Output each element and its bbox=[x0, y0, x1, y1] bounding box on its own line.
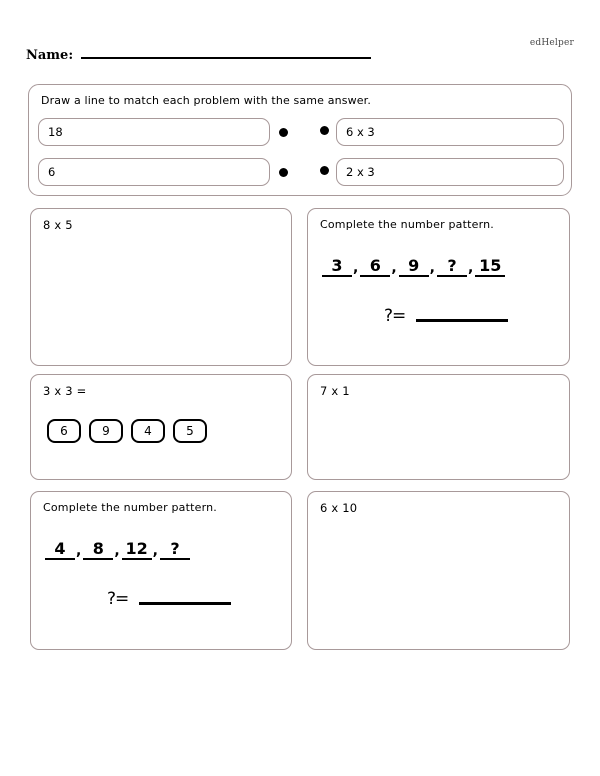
pattern-term[interactable]: 9 bbox=[399, 257, 429, 277]
problem-2-pattern bbox=[322, 257, 505, 277]
matching-left-item-1-label: 18 bbox=[48, 125, 63, 139]
matching-left-connector-dot-1[interactable] bbox=[279, 128, 288, 137]
name-field-row bbox=[26, 48, 371, 63]
problem-5-answer-label: ?= bbox=[107, 589, 129, 609]
pattern-term[interactable]: 12 bbox=[122, 540, 152, 560]
matching-right-item-1-label: 6 x 3 bbox=[346, 125, 375, 139]
problem-6-question: 6 x 10 bbox=[320, 501, 358, 515]
problem-5-prompt: Complete the number pattern. bbox=[43, 501, 217, 514]
choice-option[interactable]: 4 bbox=[131, 419, 165, 443]
problem-1-question: 8 x 5 bbox=[43, 218, 73, 232]
problem-box-5 bbox=[30, 491, 292, 650]
choice-option[interactable]: 6 bbox=[47, 419, 81, 443]
problem-box-1 bbox=[30, 208, 292, 366]
problem-2-answer-row bbox=[384, 307, 508, 325]
pattern-term[interactable]: ? bbox=[437, 257, 467, 277]
matching-exercise-box bbox=[28, 84, 572, 196]
pattern-separator: , bbox=[391, 260, 397, 276]
pattern-term[interactable]: 15 bbox=[475, 257, 505, 277]
problem-box-6 bbox=[307, 491, 570, 650]
problem-5-pattern bbox=[45, 540, 190, 560]
problem-3-question: 3 x 3 = bbox=[43, 384, 87, 398]
problem-box-3 bbox=[30, 374, 292, 480]
problem-4-question: 7 x 1 bbox=[320, 384, 350, 398]
edhelper-logo: edHelper bbox=[529, 38, 574, 48]
matching-left-item-1[interactable] bbox=[38, 118, 270, 146]
problem-box-2 bbox=[307, 208, 570, 366]
problem-5-answer-input-line[interactable] bbox=[139, 602, 231, 605]
pattern-term[interactable]: 4 bbox=[45, 540, 75, 560]
choice-option[interactable]: 9 bbox=[89, 419, 123, 443]
name-label: Name: bbox=[26, 48, 74, 63]
pattern-separator: , bbox=[76, 543, 82, 559]
matching-right-item-2-label: 2 x 3 bbox=[346, 165, 375, 179]
pattern-term[interactable]: 6 bbox=[360, 257, 390, 277]
pattern-separator: , bbox=[114, 543, 120, 559]
matching-right-connector-dot-2[interactable] bbox=[320, 166, 329, 175]
matching-left-connector-dot-2[interactable] bbox=[279, 168, 288, 177]
problem-5-answer-row bbox=[107, 590, 231, 608]
problem-box-4 bbox=[307, 374, 570, 480]
matching-prompt: Draw a line to match each problem with the same answer. bbox=[41, 94, 371, 107]
pattern-term[interactable]: ? bbox=[160, 540, 190, 560]
name-input-line[interactable] bbox=[81, 56, 371, 59]
pattern-separator: , bbox=[467, 260, 474, 276]
matching-right-connector-dot-1[interactable] bbox=[320, 126, 329, 135]
pattern-separator: , bbox=[152, 543, 158, 559]
pattern-separator: , bbox=[353, 260, 359, 276]
pattern-term[interactable]: 8 bbox=[83, 540, 113, 560]
pattern-term[interactable]: 3 bbox=[322, 257, 352, 277]
problem-2-answer-input-line[interactable] bbox=[416, 319, 508, 322]
pattern-separator: , bbox=[429, 260, 435, 276]
matching-left-item-2[interactable] bbox=[38, 158, 270, 186]
problem-3-choices bbox=[47, 419, 207, 443]
choice-option[interactable]: 5 bbox=[173, 419, 207, 443]
matching-right-item-2[interactable] bbox=[336, 158, 564, 186]
problem-2-prompt: Complete the number pattern. bbox=[320, 218, 494, 231]
matching-left-item-2-label: 6 bbox=[48, 165, 56, 179]
problem-2-answer-label: ?= bbox=[384, 306, 406, 326]
matching-right-item-1[interactable] bbox=[336, 118, 564, 146]
